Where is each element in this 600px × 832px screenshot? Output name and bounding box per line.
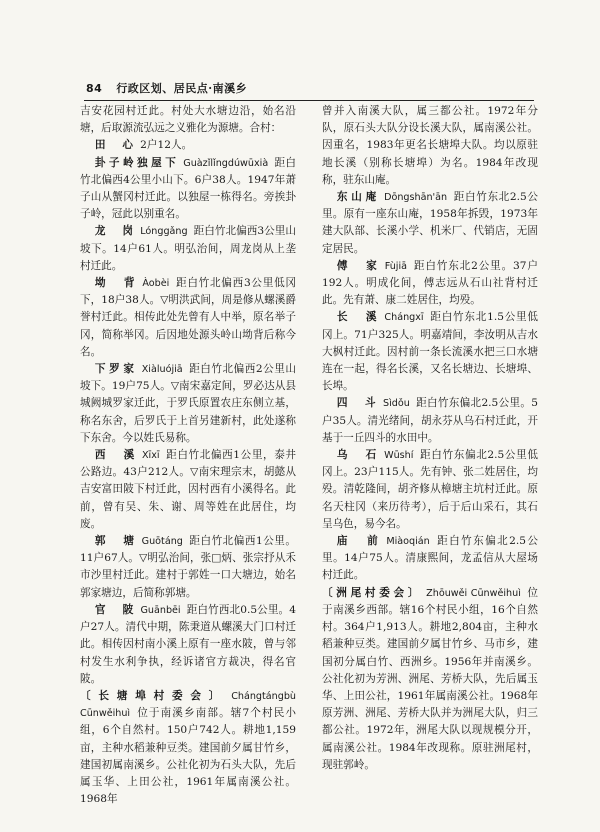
running-title: 行政区划、居民点·南溪乡 xyxy=(116,82,248,95)
gazetteer-entry xyxy=(80,602,296,688)
gazetteer-entry xyxy=(80,223,296,275)
gazetteer-entry xyxy=(322,309,538,395)
entry-pinyin: Fùjiā xyxy=(384,260,408,272)
entry-text: 距白竹北偏西2公里山坡下。19户75人。▽南宋嘉定间，罗必达从县城阙城罗家迁此，于罗氏原置农庄东侧立基，称名东舍，后罗氏于上首另建新村，此处遂称下东舍。今以姓氏易称。 xyxy=(80,363,296,444)
entry-headword: 龙 岗 xyxy=(94,225,137,238)
page-number: 84 xyxy=(86,82,103,95)
entry-pinyin: Guàzǐlǐngdúwūxià xyxy=(183,157,269,169)
entry-text: 2户12人。 xyxy=(140,139,193,152)
entry-pinyin: Zhōuwěi Cūnwěihuì xyxy=(426,587,521,599)
gazetteer-entry xyxy=(322,258,538,310)
entry-headword: 郭 塘 xyxy=(94,535,138,548)
entry-text: 距白竹东偏北2.5公里。5户35人。清光绪间，胡永芬从乌石村迁此，开基于一丘四斗的水田中。 xyxy=(322,397,538,444)
entry-text: 位于南溪乡西部。辖16个村民小组，16个自然村。364户1,913人。耕地2,804亩，主种水稻兼种豆类。建国前夕属甘竹乡、马市乡，建国初分属白竹、西洲乡。1956年并南溪乡。公社化初为芳洲、洲尾、芳桥大队，先后属玉华、上田公社，1961年属南溪公社。1968年原芳洲、洲尾、芳桥大队并为洲尾大队，归三都公社。1972年，洲尾大队以现规模分开，属南溪公社。1984年改现称。原驻洲尾村，现驻郭岭。 xyxy=(322,586,539,771)
header-rule xyxy=(84,100,534,101)
gazetteer-entry xyxy=(322,189,538,258)
gazetteer-entry xyxy=(80,275,296,361)
entry-text: 距白竹东北1.5公里低冈上。71户325人。明嘉靖间，李汝明从吉水大枫村迁此。因村前一条长流溪水把三口水塘连在一起，得名长溪，又名长塘边、长塘埠、长埠。 xyxy=(322,311,538,393)
committee-entry xyxy=(322,585,538,774)
entry-pinyin: Wūshí xyxy=(384,450,414,462)
entry-headword: 〔洲尾村委会〕 xyxy=(322,586,423,599)
entry-text: 距白竹东偏北2.5公里低冈上。23户115人。先有钟、张二姓居住，均殁。清乾隆间，胡齐修从樟塘主坑村迁此。原名天柱冈（来历待考），后于后山采石，其石呈乌色，易今名。 xyxy=(322,449,538,530)
left-column xyxy=(80,103,296,808)
entry-headword: 卦子岭独屋下 xyxy=(94,156,180,169)
gazetteer-entry xyxy=(80,155,296,224)
entry-headword: 西 溪 xyxy=(94,449,138,462)
entry-text: 距白竹北偏西1公里，泰井公路边。43户212人。▽南宋理宗末，胡懿从吉安富田陂下村迁此，因村西有小溪得名。此前，曾有吴、朱、谢、周等姓在此居住，均废。 xyxy=(80,449,296,530)
entry-continuation xyxy=(322,103,538,189)
entry-headword: 〔长塘埠村委会〕 xyxy=(80,689,228,702)
entry-text: 距白竹东北2.5公里。原有一座东山庵，1958年拆毁，1973年建大队部、长溪小学、机米厂、代销店，无固定居民。 xyxy=(322,191,538,255)
committee-entry xyxy=(80,688,296,808)
entry-text: 距白竹北偏西3公里山坡下。14户61人。明弘治间，周龙岗从上垄村迁此。 xyxy=(80,225,296,272)
entry-pinyin: Dōngshān'ān xyxy=(384,192,448,204)
right-column xyxy=(322,103,538,774)
entry-headword: 下罗家 xyxy=(94,363,138,376)
entry-pinyin: Guānbēi xyxy=(140,604,181,616)
entry-pinyin: Miàoqián xyxy=(386,536,430,548)
gazetteer-entry xyxy=(80,361,296,447)
entry-headword: 长 溪 xyxy=(336,311,381,324)
entry-headword: 东山庵 xyxy=(336,191,381,204)
entry-headword: 四 斗 xyxy=(336,397,380,410)
entry-pinyin: Chángtángbù Cūnwěihuì xyxy=(80,690,296,720)
entry-text: 距白竹北偏西3公里低冈下，18户38人。▽明洪武间，周是修从螺溪爵誉村迁此。相传此处先曾有人中举，原名举子冈，简称举冈。后因地处源头岭山坳背后称今名。 xyxy=(80,277,296,358)
entry-pinyin: Xīxī xyxy=(141,450,160,462)
entry-text: 吉安花园村迁此。村处大水塘边沿，始名沿塘，后取源流弘远之义雅化为源塘。合村： xyxy=(80,105,296,135)
gazetteer-entry xyxy=(80,447,296,533)
gazetteer-entry xyxy=(322,533,538,585)
entry-pinyin: Sìdǒu xyxy=(383,398,410,410)
running-header xyxy=(86,80,536,96)
entry-headword: 官 陂 xyxy=(94,603,137,616)
entry-pinyin: Lónggǎng xyxy=(140,226,188,238)
gazetteer-entry xyxy=(322,395,538,447)
entry-text: 距白竹西北0.5公里。4户27人。清代中期，陈秉道从螺溪大门口村迁此。相传因村南小溪上原有一座水陂，曾与邻村发生水利争执，经诉诸官方裁决，得名官陂。 xyxy=(80,603,296,685)
entry-text: 距白竹北偏西4公里小山下。6户38人。1947年萧子山从蟹冈村迁此。以独屋一栋得名。旁挨卦子岭，冠此以别重名。 xyxy=(80,156,296,221)
gazetteer-entry xyxy=(80,533,296,602)
entry-headword: 傅 家 xyxy=(336,259,381,272)
entry-headword: 田 心 xyxy=(94,139,137,152)
entry-text: 位于南溪乡南部。辖7个村民小组，6个自然村。150户742人。耕地1,159亩，主种水稻兼种豆类。建国前夕属甘竹乡，建国初属南溪乡。公社化初为石头大队，先后属玉华、上田公社，1961年属南溪公社。1968年 xyxy=(80,707,296,806)
entry-text: 距白竹东北2公里。37户192人。明成化间，傅志远从石山社背村迁此。先有萧、康二姓居住，均殁。 xyxy=(322,259,538,307)
entry-headword: 坳 背 xyxy=(94,277,139,290)
entry-text: 曾并入南溪大队，属三都公社。1972年分队，原石头大队分设长溪大队，属南溪公社。因重名，1983年更名长塘埠大队。均以原驻地长溪（别称长塘埠）为名。1984年改现称，驻东山庵。 xyxy=(322,105,538,186)
entry-pinyin: Àobèi xyxy=(142,278,170,290)
gazetteer-entry xyxy=(80,137,296,154)
entry-headword: 乌 石 xyxy=(336,449,381,462)
entry-continuation xyxy=(80,103,296,137)
entry-pinyin: Xiàluójiā xyxy=(141,364,183,376)
entry-headword: 庙 前 xyxy=(336,535,383,548)
entry-pinyin: Chángxī xyxy=(384,312,424,324)
entry-pinyin: Guōtáng xyxy=(141,536,183,548)
gazetteer-entry xyxy=(322,447,538,533)
entry-text: 距白竹北偏西1公里。11户67人。▽明弘治间，张□炳、张宗抒从禾市沙里村迁此。建村于郭姓一口大塘边，始名郭家塘边，后简称郭塘。 xyxy=(80,535,296,599)
entry-text: 距白竹东偏北2.5公里。14户75人。清康熙间，龙孟信从大屋场村迁此。 xyxy=(322,535,538,582)
